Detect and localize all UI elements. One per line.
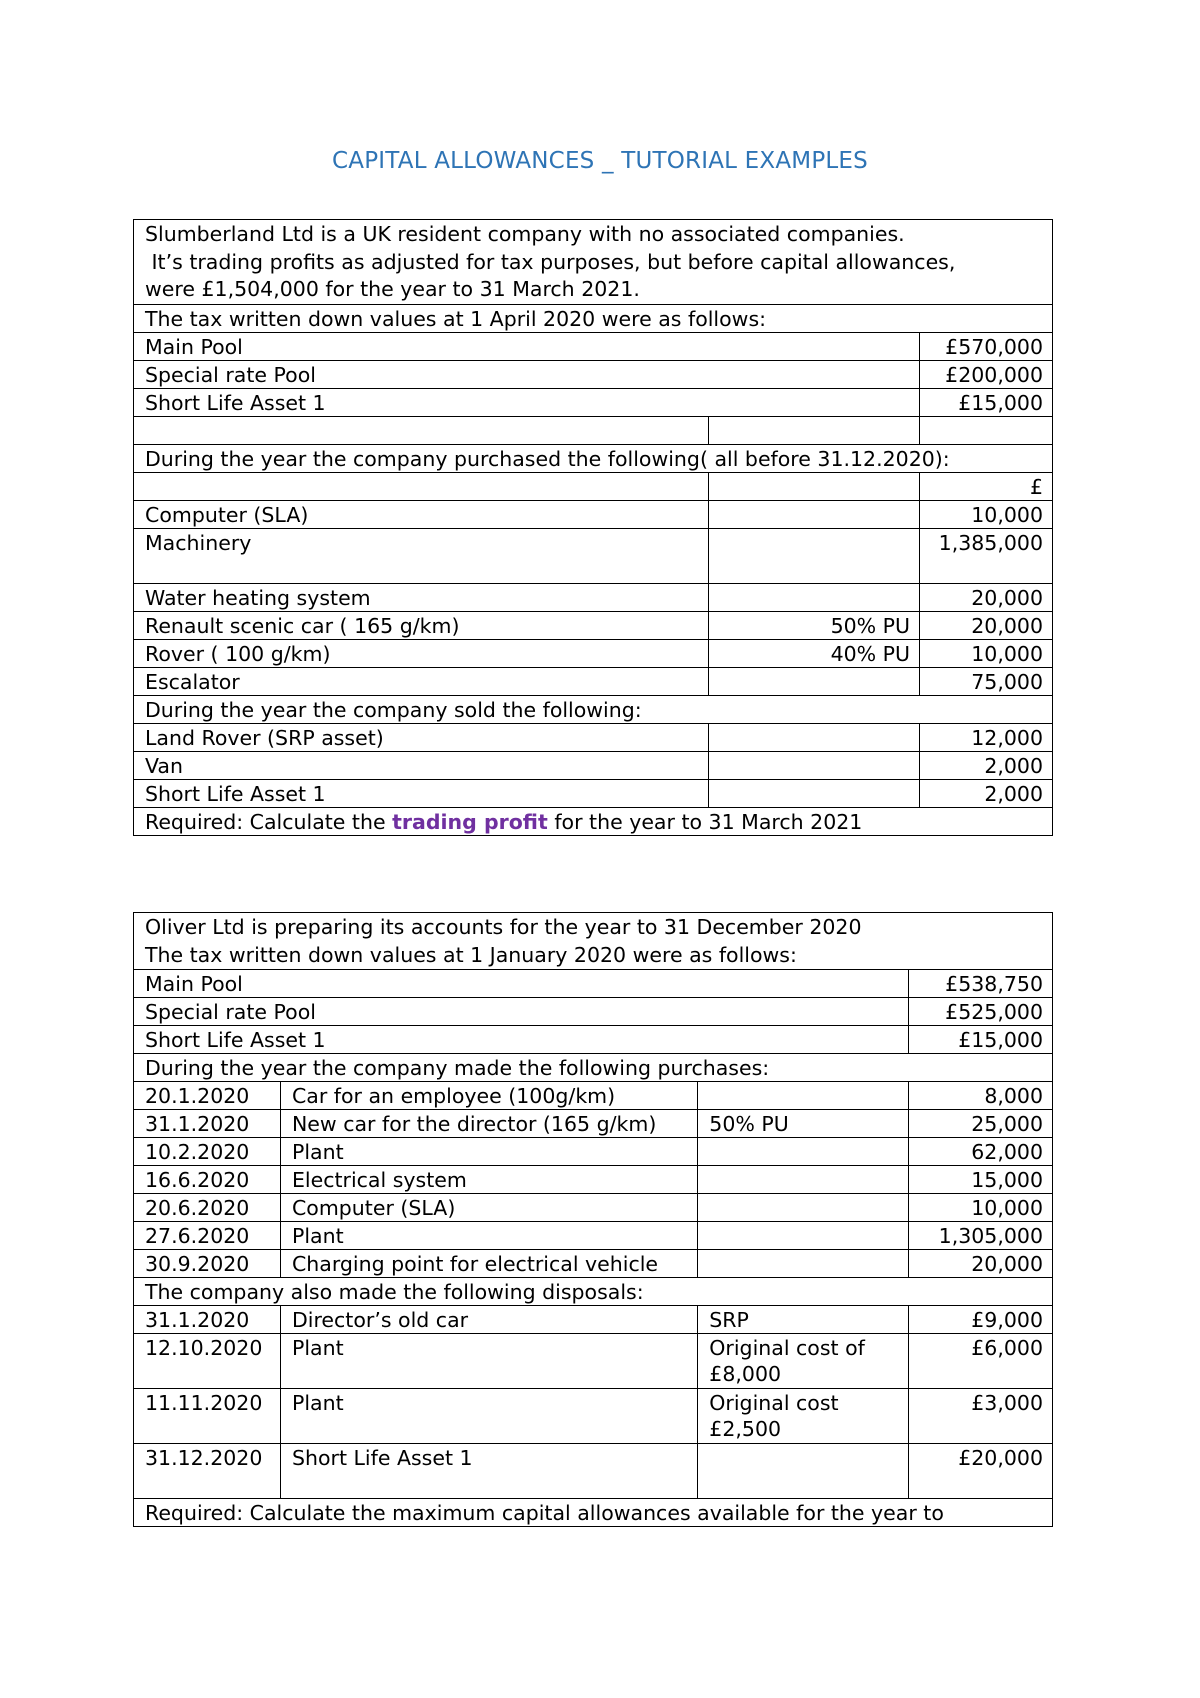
purchase-row <box>134 1194 1053 1222</box>
currency-row <box>134 472 1053 500</box>
disposal-row <box>134 1334 1053 1389</box>
purchase-amount: 25,000 <box>909 1110 1053 1138</box>
required-suffix: for the year to 31 March 2021 <box>547 809 863 834</box>
purchase-amount: 20,000 <box>920 611 1053 639</box>
purchase-row <box>134 1166 1053 1194</box>
purchase-amount: 75,000 <box>920 667 1053 695</box>
purchase-row <box>134 583 1053 611</box>
purchase-note <box>698 1138 909 1166</box>
twdv-row <box>134 970 1053 998</box>
purchase-note: 50% PU <box>698 1110 909 1138</box>
purchase-amount: 10,000 <box>909 1194 1053 1222</box>
blank-cell <box>709 751 920 779</box>
disposal-note: Original cost of £8,000 <box>698 1334 909 1389</box>
purchase-item: Escalator <box>134 667 709 695</box>
twdv-value: £15,000 <box>920 388 1053 416</box>
purchase-amount: 8,000 <box>909 1082 1053 1110</box>
disposal-note <box>698 1444 909 1499</box>
required-row <box>134 1499 1053 1527</box>
twdv-label: Main Pool <box>134 970 909 998</box>
twdv-value: £15,000 <box>909 1026 1053 1054</box>
disposal-row <box>134 1444 1053 1499</box>
purchase-amount: 62,000 <box>909 1138 1053 1166</box>
required-row <box>134 807 1053 835</box>
purchase-note <box>698 1250 909 1278</box>
blank-cell <box>709 723 920 751</box>
purchase-row <box>134 611 1053 639</box>
disposal-amount: £9,000 <box>909 1306 1053 1334</box>
disposal-item: Director’s old car <box>280 1306 697 1334</box>
required-prefix: Required: Calculate the <box>145 809 393 834</box>
twdv-value: £525,000 <box>909 998 1053 1026</box>
intro-row <box>134 913 1053 970</box>
disposal-amount: £20,000 <box>909 1444 1053 1499</box>
disposal-amount: £3,000 <box>909 1389 1053 1444</box>
purchases-heading: During the year the company made the following purchases: <box>134 1054 1053 1082</box>
purchase-amount: 15,000 <box>909 1166 1053 1194</box>
intro-line: The tax written down values at 1 January 2020 were as follows: <box>145 942 797 967</box>
purchase-item: Car for an employee (100g/km) <box>280 1082 697 1110</box>
page-title: CAPITAL ALLOWANCES _ TUTORIAL EXAMPLES <box>332 148 868 174</box>
purchase-row <box>134 1110 1053 1138</box>
disposal-item: Plant <box>280 1334 697 1389</box>
sale-amount: 2,000 <box>920 779 1053 807</box>
purchase-row <box>134 1222 1053 1250</box>
purchase-row <box>134 500 1053 528</box>
purchase-row <box>134 667 1053 695</box>
required-text: Required: Calculate the maximum capital allowances available for the year to <box>134 1499 1053 1527</box>
purchase-item: Renault scenic car ( 165 g/km) <box>134 611 709 639</box>
purchase-note <box>698 1194 909 1222</box>
purchase-item: Computer (SLA) <box>134 500 709 528</box>
purchase-item: New car for the director (165 g/km) <box>280 1110 697 1138</box>
purchase-amount: 1,385,000 <box>920 528 1053 583</box>
sale-row <box>134 723 1053 751</box>
purchase-item: Rover ( 100 g/km) <box>134 639 709 667</box>
purchase-amount: 10,000 <box>920 500 1053 528</box>
purchase-row <box>134 1082 1053 1110</box>
disposal-date: 31.12.2020 <box>134 1444 281 1499</box>
twdv-label: Short Life Asset 1 <box>134 388 920 416</box>
intro-line: Slumberland Ltd is a UK resident company with no associated companies. <box>145 222 905 246</box>
purchase-use: 50% PU <box>709 611 920 639</box>
purchase-item: Computer (SLA) <box>280 1194 697 1222</box>
currency-header: £ <box>920 472 1053 500</box>
purchase-note <box>698 1166 909 1194</box>
purchase-date: 31.1.2020 <box>134 1110 281 1138</box>
slumberland-table <box>133 219 1053 836</box>
twdv-heading: The tax written down values at 1 April 2020 were as follows: <box>134 304 1053 332</box>
disposal-item: Short Life Asset 1 <box>280 1444 697 1499</box>
purchase-item: Plant <box>280 1138 697 1166</box>
blank-cell <box>920 416 1053 444</box>
intro-line: were £1,504,000 for the year to 31 March 2021. <box>145 277 640 301</box>
intro-line: It’s trading profits as adjusted for tax purposes, but before capital allowances, <box>145 249 956 274</box>
purchase-date: 16.6.2020 <box>134 1166 281 1194</box>
twdv-row <box>134 1026 1053 1054</box>
twdv-value: £538,750 <box>909 970 1053 998</box>
purchase-row <box>134 1138 1053 1166</box>
twdv-row <box>134 388 1053 416</box>
oliver-table <box>133 912 1053 1527</box>
purchase-date: 20.6.2020 <box>134 1194 281 1222</box>
blank-cell <box>709 779 920 807</box>
sale-item: Van <box>134 751 709 779</box>
blank-cell <box>709 472 920 500</box>
twdv-row <box>134 998 1053 1026</box>
disposal-date: 31.1.2020 <box>134 1306 281 1334</box>
purchase-date: 30.9.2020 <box>134 1250 281 1278</box>
blank-row <box>134 416 1053 444</box>
disposal-row <box>134 1306 1053 1334</box>
purchase-amount: 10,000 <box>920 639 1053 667</box>
purchase-use <box>709 583 920 611</box>
twdv-value: £200,000 <box>920 360 1053 388</box>
purchase-date: 27.6.2020 <box>134 1222 281 1250</box>
intro-row <box>134 220 1053 305</box>
twdv-value: £570,000 <box>920 332 1053 360</box>
purchase-use: 40% PU <box>709 639 920 667</box>
intro-cell <box>134 220 1053 305</box>
sale-item: Short Life Asset 1 <box>134 779 709 807</box>
disposal-amount: £6,000 <box>909 1334 1053 1389</box>
twdv-label: Special rate Pool <box>134 360 920 388</box>
purchase-row <box>134 528 1053 583</box>
twdv-label: Main Pool <box>134 332 920 360</box>
purchase-item: Charging point for electrical vehicle <box>280 1250 697 1278</box>
purchase-row <box>134 1250 1053 1278</box>
disposal-row <box>134 1389 1053 1444</box>
purchases-heading: During the year the company purchased the following( all before 31.12.2020): <box>134 444 1053 472</box>
disposal-date: 11.11.2020 <box>134 1389 281 1444</box>
intro-cell <box>134 913 1053 970</box>
twdv-label: Short Life Asset 1 <box>134 1026 909 1054</box>
purchase-amount: 20,000 <box>909 1250 1053 1278</box>
sale-amount: 12,000 <box>920 723 1053 751</box>
disposals-heading: The company also made the following disposals: <box>134 1278 1053 1306</box>
purchase-note <box>698 1222 909 1250</box>
sales-heading: During the year the company sold the following: <box>134 695 1053 723</box>
purchase-item: Electrical system <box>280 1166 697 1194</box>
purchase-date: 20.1.2020 <box>134 1082 281 1110</box>
purchase-row <box>134 639 1053 667</box>
purchase-item: Plant <box>280 1222 697 1250</box>
sale-amount: 2,000 <box>920 751 1053 779</box>
purchase-amount: 20,000 <box>920 583 1053 611</box>
purchase-use <box>709 528 920 583</box>
disposal-date: 12.10.2020 <box>134 1334 281 1389</box>
sale-row <box>134 751 1053 779</box>
required-highlight: trading profit <box>392 809 548 834</box>
twdv-label: Special rate Pool <box>134 998 909 1026</box>
purchase-date: 10.2.2020 <box>134 1138 281 1166</box>
intro-line: Oliver Ltd is preparing its accounts for the year to 31 December 2020 <box>145 915 862 939</box>
twdv-row <box>134 360 1053 388</box>
purchase-item: Water heating system <box>134 583 709 611</box>
sale-item: Land Rover (SRP asset) <box>134 723 709 751</box>
disposal-item: Plant <box>280 1389 697 1444</box>
required-text <box>134 807 1053 835</box>
purchase-use <box>709 667 920 695</box>
twdv-row <box>134 332 1053 360</box>
sale-row <box>134 779 1053 807</box>
blank-cell <box>134 472 709 500</box>
purchase-amount: 1,305,000 <box>909 1222 1053 1250</box>
blank-cell <box>709 416 920 444</box>
disposal-note: Original cost £2,500 <box>698 1389 909 1444</box>
purchase-use <box>709 500 920 528</box>
purchase-item: Machinery <box>134 528 709 583</box>
disposal-note: SRP <box>698 1306 909 1334</box>
blank-cell <box>134 416 709 444</box>
purchase-note <box>698 1082 909 1110</box>
